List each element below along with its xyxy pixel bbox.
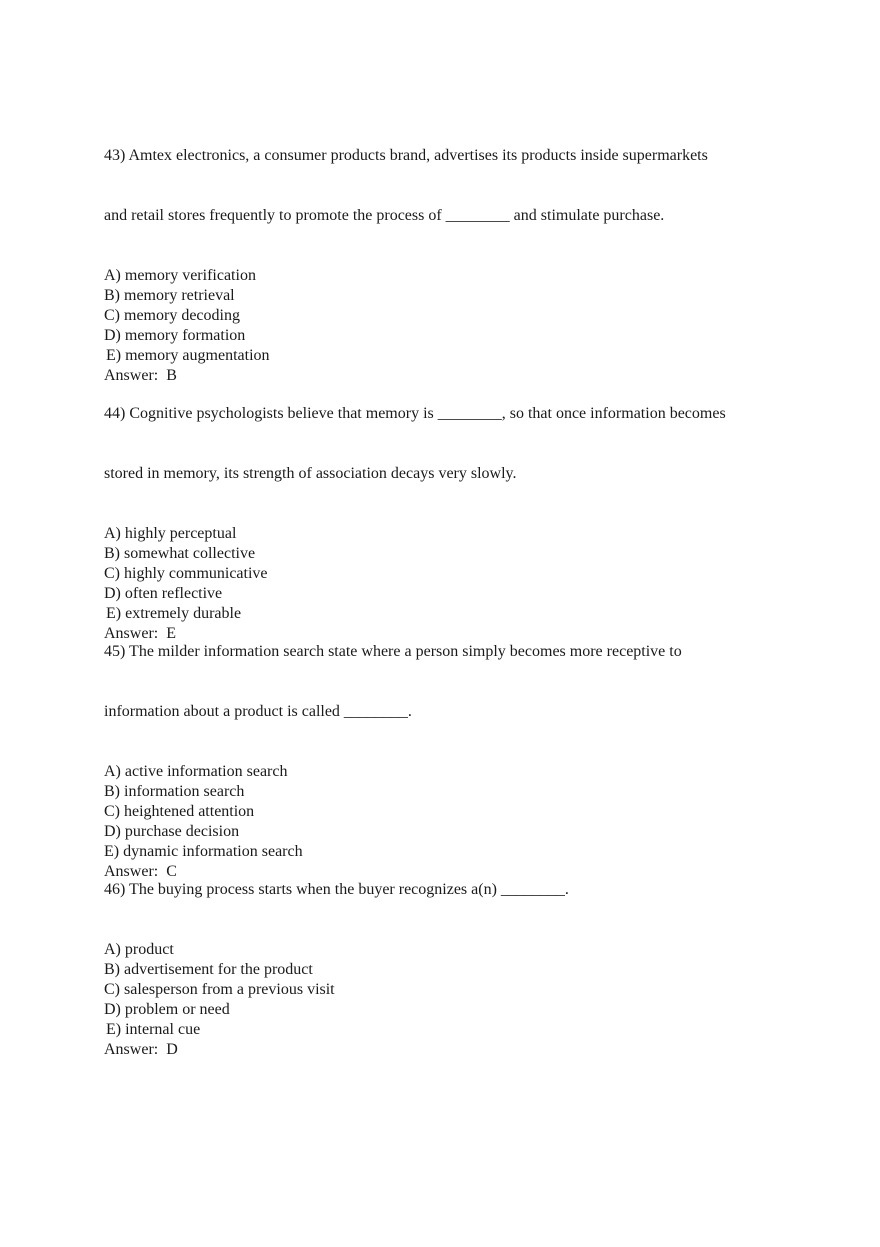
option-a: A) memory verification [104, 267, 256, 284]
stem-line: information about a product is called ________. [104, 703, 412, 720]
option-c: C) heightened attention [104, 803, 255, 820]
option-c: C) memory decoding [104, 307, 240, 324]
question-stem [104, 602, 794, 762]
answer-options [104, 266, 794, 366]
option-a: A) highly perceptual [104, 525, 237, 542]
question-46 [104, 840, 794, 1060]
option-e: E) internal cue [106, 1021, 201, 1038]
option-e: E) extremely durable [106, 605, 242, 622]
stem-line: 43) Amtex electronics, a consumer products brand, advertises its products inside supermarkets [104, 147, 708, 164]
option-e: E) memory augmentation [106, 347, 270, 364]
stem-line: 45) The milder information search state where a person simply becomes more receptive to [104, 643, 682, 660]
option-c: C) highly communicative [104, 565, 268, 582]
question-stem [104, 106, 794, 266]
option-a: A) active information search [104, 763, 288, 780]
option-e: E) dynamic information search [104, 843, 303, 860]
stem-line: 46) The buying process starts when the buyer recognizes a(n) ________. [104, 881, 569, 898]
answer-key: Answer: D [104, 1041, 178, 1058]
stem-line: 44) Cognitive psychologists believe that memory is ________, so that once information becomes [104, 405, 726, 422]
option-d: D) often reflective [104, 585, 223, 602]
option-c: C) salesperson from a previous visit [104, 981, 335, 998]
answer-key: Answer: C [104, 863, 177, 880]
option-b: B) somewhat collective [104, 545, 256, 562]
option-d: D) purchase decision [104, 823, 240, 840]
question-stem [104, 840, 794, 940]
option-b: B) information search [104, 783, 245, 800]
option-a: A) product [104, 941, 174, 958]
stem-line: stored in memory, its strength of association decays very slowly. [104, 465, 517, 482]
answer-key: Answer: E [104, 625, 176, 642]
question-43 [104, 106, 794, 386]
answer-options [104, 940, 794, 1040]
option-b: B) memory retrieval [104, 287, 235, 304]
stem-line: and retail stores frequently to promote the process of ________ and stimulate purchase. [104, 207, 665, 224]
option-d: D) problem or need [104, 1001, 230, 1018]
answer-key: Answer: B [104, 367, 177, 384]
option-d: D) memory formation [104, 327, 246, 344]
option-b: B) advertisement for the product [104, 961, 313, 978]
question-stem [104, 364, 794, 524]
